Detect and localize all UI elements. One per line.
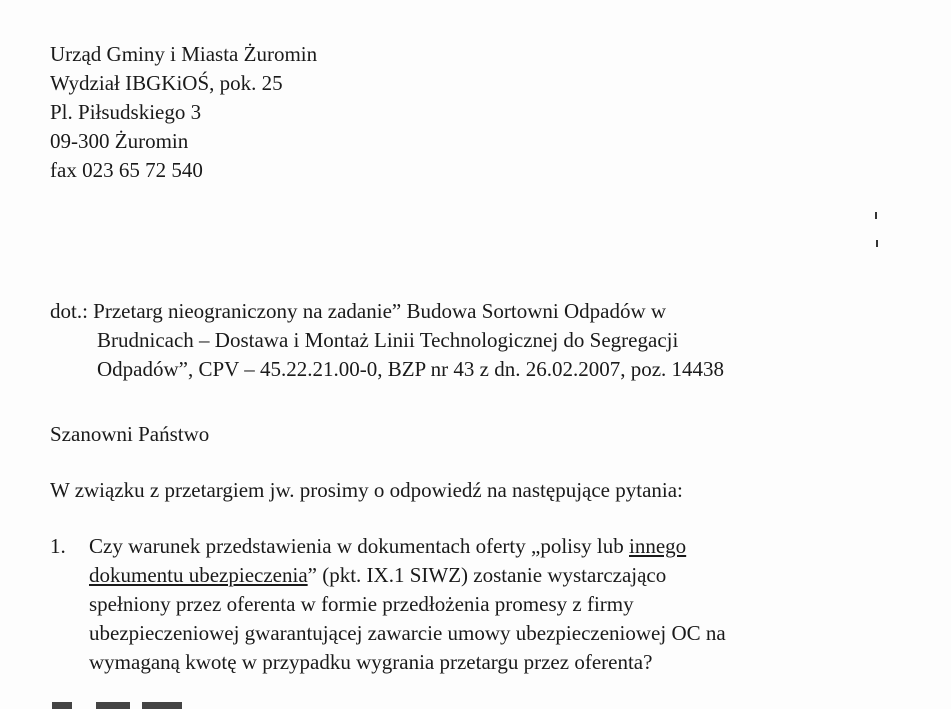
salutation: Szanowni Państwo <box>50 422 210 446</box>
address-line-postcode-city: 09-300 Żuromin <box>50 129 189 153</box>
recipient-address-block <box>50 40 317 185</box>
address-line-office: Urząd Gminy i Miasta Żuromin <box>50 42 318 66</box>
subject-line-3: Odpadów”, CPV – 45.22.21.00-0, BZP nr 43 z dn. 26.02.2007, poz. 14438 <box>97 357 725 381</box>
question-number: 1. <box>50 534 66 558</box>
question-line-4: ubezpieczeniowej gwarantującej zawarcie umowy ubezpieczeniowej OC na <box>89 621 726 645</box>
question-line-1-text: Czy warunek przedstawienia w dokumentach oferty „polisy lub <box>89 534 630 558</box>
question-underlined-phrase: dokumentu ubezpieczenia <box>89 563 308 587</box>
address-line-street: Pl. Piłsudskiego 3 <box>50 100 202 124</box>
intro-paragraph: W związku z przetargiem jw. prosimy o odpowiedź na następujące pytania: <box>50 478 683 502</box>
cut-off-next-line <box>50 700 210 709</box>
question-line-2-text: ” (pkt. IX.1 SIWZ) zostanie wystarczająco <box>307 563 667 587</box>
address-line-department: Wydział IBGKiOŚ, pok. 25 <box>50 71 283 95</box>
question-line-2 <box>89 561 910 590</box>
question-line-3: spełniony przez oferenta w formie przedłożenia promesy z firmy <box>89 592 634 616</box>
question-item <box>50 532 910 677</box>
subject-line-2: Brudnicach – Dostawa i Montaż Linii Technologicznej do Segregacji <box>97 328 679 352</box>
subject-reference <box>50 297 870 384</box>
questions-list <box>50 532 910 677</box>
question-underlined-word: innego <box>629 534 687 558</box>
scan-specks <box>874 212 880 252</box>
address-line-fax: fax 023 65 72 540 <box>50 158 203 182</box>
question-line-1 <box>89 532 910 561</box>
question-line-5: wymaganą kwotę w przypadku wygrania przetargu przez oferenta? <box>89 650 653 674</box>
subject-line-1: dot.: Przetarg nieograniczony na zadanie” Budowa Sortowni Odpadów w <box>50 299 667 323</box>
